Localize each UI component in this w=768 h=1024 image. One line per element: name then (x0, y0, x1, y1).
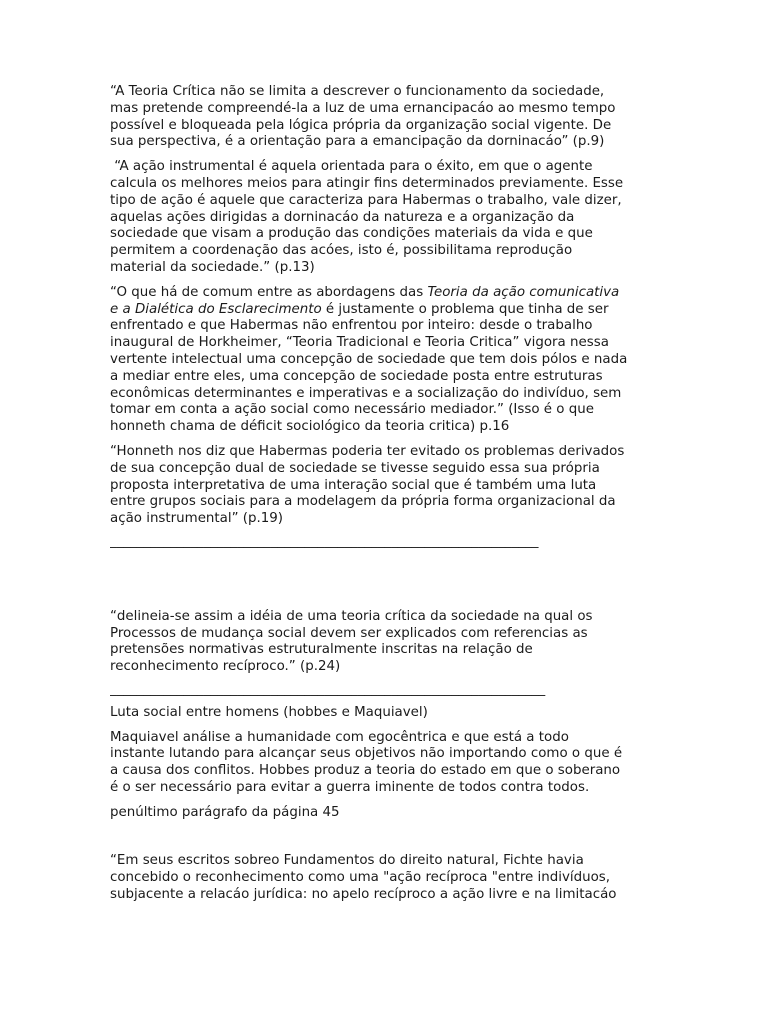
text-line: “Honneth nos diz que Habermas poderia ter evitado os problemas derivados (110, 443, 625, 459)
text-line: vertente intelectual uma concepção de sociedade que tem dois pólos e nada (110, 351, 628, 367)
text-line: permitem a coordenação das acóes, isto é, possibilitama reprodução (110, 243, 573, 259)
text-line: calcula os melhores meios para atingir fins determinados previamente. Esse (110, 175, 624, 191)
paragraph-reconhecimento-reciproco (110, 609, 662, 676)
text-line: entre grupos sociais para a modelagem da própria forma organizacional da (110, 494, 616, 510)
document-page (110, 84, 662, 904)
text-line: “Em seus escritos sobreo Fundamentos do direito natural, Fichte havia (110, 853, 584, 869)
text-line (110, 285, 662, 302)
text-line: Processos de mudança social devem ser explicados com referencias as (110, 625, 588, 641)
text-line: mas pretende compreendé-la a luz de uma ernancipacáo ao mesmo tempo (110, 100, 616, 116)
text-line: aquelas ações dirigidas a dorninacáo da natureza e a organização da (110, 209, 575, 225)
text-line: material da sociedade.” (p.13) (110, 259, 315, 275)
text-line: possível e bloqueada pela lógica própria da organização social vigente. De (110, 117, 612, 133)
text-line: instante lutando para alcançar seus objetivos não importando como o que é (110, 746, 623, 762)
text-line: proposta interpretativa de uma interação social que é também uma luta (110, 477, 597, 493)
text-line: penúltimo parágrafo da página 45 (110, 804, 340, 820)
text-line: a mediar entre eles, uma concepção de sociedade posta entre estruturas (110, 368, 603, 384)
text-line (110, 302, 662, 319)
paragraph-concepcao-dual (110, 444, 662, 528)
text-line: concebido o reconhecimento como uma "ação recíproca "entre indivíduos, (110, 870, 611, 886)
text-line: inaugural de Horkheimer, “Teoria Tradicional e Teoria Critica” vigora nessa (110, 335, 609, 351)
text-line: de sua concepção dual de sociedade se tivesse seguido essa sua própria (110, 460, 600, 476)
text-line: “A ação instrumental é aquela orientada para o éxito, em que o agente (110, 159, 593, 175)
paragraph-teoria-critica (110, 84, 662, 151)
text-line: “A Teoria Crítica não se limita a descrever o funcionamento da sociedade, (110, 84, 605, 99)
text-segment: é justamente o problema que tinha de ser (321, 301, 609, 317)
text-line: pretensões normativas estruturalmente inscritas na relação de (110, 642, 533, 658)
text-line: “delineia-se assim a idéia de uma teoria crítica da sociedade na qual os (110, 608, 593, 624)
text-segment: “O que há de comum entre as abordagens das (110, 284, 428, 300)
text-line: tomar em conta a ação social como necessário mediador.” (Isso é o que (110, 402, 594, 418)
text-line: subjacente a relacáo jurídica: no apelo recíproco a ação livre e na limitacáo (110, 887, 617, 903)
text-line: Maquiavel análise a humanidade com egocêntrica e que está a todo (110, 729, 569, 745)
text-line: sociedade que visam a produção das condições materiais da vida e que (110, 226, 593, 242)
text-line: tipo de ação é aquele que caracteriza para Habermas o trabalho, vale dizer, (110, 192, 622, 208)
heading-text: Luta social entre homens (hobbes e Maquiavel) (110, 704, 428, 720)
horizontal-rule: ________________________________________________________________ (110, 533, 539, 549)
text-line: enfrentado e que Habermas não enfrentou por inteiro: desde o trabalho (110, 318, 593, 334)
paragraph-deficit-sociologico (110, 285, 662, 436)
text-line: ação instrumental” (p.19) (110, 511, 284, 527)
page-reference-note (110, 805, 662, 822)
paragraph-fichte (110, 853, 662, 903)
book-title: e a Dialética do Esclarecimento (110, 301, 322, 317)
text-line: a causa dos conflitos. Hobbes produz a teoria do estado em que o soberano (110, 763, 621, 779)
section-heading (110, 705, 662, 722)
text-line: sua perspectiva, é a orientação para a emancipação da dorninacáo” (p.9) (110, 134, 605, 150)
paragraph-acao-instrumental (110, 159, 662, 277)
horizontal-rule: _________________________________________________________________ (110, 681, 546, 697)
text-line: é o ser necessário para evitar a guerra iminente de todos contra todos. (110, 779, 590, 795)
text-line: reconhecimento recíproco.” (p.24) (110, 659, 341, 675)
paragraph-maquiavel-hobbes (110, 730, 662, 797)
text-line: econômicas determinantes e imperativas e a socialização do indivíduo, sem (110, 385, 622, 401)
book-title: Teoria da ação comunicativa (427, 284, 620, 300)
text-line: honneth chama de déficit sociológico da teoria critica) p.16 (110, 419, 510, 435)
